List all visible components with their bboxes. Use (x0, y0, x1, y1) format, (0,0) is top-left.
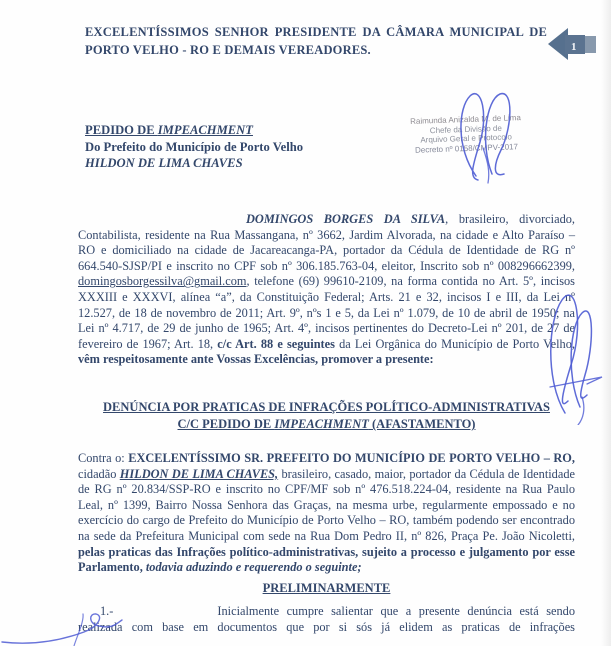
petition-title-impeachment: IMPEACHMENT (157, 123, 253, 137)
stamp-signature-scribble (438, 88, 538, 184)
preliminary-heading (78, 580, 575, 597)
against-paragraph (78, 451, 575, 576)
petition-title-line-1 (85, 122, 405, 139)
intro-text-1: , brasileiro, divorciado, Contabilista, residente na Rua Massangana, nº 3662, Jardim Alvorada, na cidade e Alto Paraíso – RO e domiciliado na cidade de Jacareacanga-PA, portador da Cédula de Identidade de RG nº 664.540-SJSP/PI e inscrito no CPF sob nº 306.185.763-04, eleitor, Inscrito sob nº 008296662399, (78, 212, 575, 273)
mayor-name: HILDON DE LIMA CHAVES, (119, 466, 279, 481)
charge-heading (78, 399, 575, 433)
against-text-1: cidadão (78, 466, 120, 481)
against-office-bold: EXCELENTÍSSIMO SR. PREFEITO DO MUNICÍPIO DE PORTO VELHO – RO, (128, 451, 575, 465)
bottom-pen-scribble (0, 612, 230, 646)
item-number: 1.- (100, 604, 114, 618)
petition-title-block (85, 122, 405, 172)
stamp-office-line-1: Chefe da Divisão de (429, 123, 502, 135)
stamp-officer-name: Raimunda Anizalda M. de Lima (409, 113, 521, 126)
email-text: domingosborgessilva@gmail.com (78, 274, 247, 289)
charge-heading-line-2 (78, 416, 575, 433)
intro-paragraph (78, 212, 575, 368)
petition-title-prefix: PEDIDO DE (85, 123, 158, 137)
page-number-label: 1 (571, 41, 577, 53)
denunciante-name: DOMINGOS BORGES DA SILVA (246, 212, 446, 226)
intro-text-2: , telefone (69) 99610-2109, na forma contida no Art. 5º, incisos XXXIII e XXXVI, alínea “a”, da Constituição Federal; Arts. 21 e 32, incisos I e III, da Lei nº 12.527, de 18 de novembro de 2011; Art. 9º, nºs 1 e 5, da Lei nº 1.079, de 10 de abril de 1950; na Lei nº 4.717, de 29 de junho de 1965; Art. 4º, incisos pertinentes do Decreto-Lei nº 201, de 27 de fevereiro de 1967; Art. 18, (78, 274, 575, 351)
charge-heading-suffix: (AFASTAMENTO) (368, 417, 476, 431)
preliminary-text: Inicialmente cumpre salientar que a presente denúncia está sendo realizada com base em documentos que por si sós já elidem as praticas de infrações (78, 604, 575, 634)
intro-closing-bold: vêm respeitosamente ante Vossas Excelências, promover a presente: (78, 352, 434, 367)
petition-title-line-2: Do Prefeito do Município de Porto Velho (85, 139, 304, 154)
preliminary-heading-text: PRELIMINARMENTE (262, 581, 391, 595)
charge-heading-line-1: DENÚNCIA POR PRATICAS DE INFRAÇÕES POLÍTICO-ADMINISTRATIVAS (103, 400, 550, 414)
intro-text-3: da Lei Orgânica do Município de Porto Velho, (334, 336, 575, 351)
against-charges-bold: pelas praticas das Infrações político-administrativas, sujeito a processo e julgamento por esse Parlamento, (78, 544, 575, 575)
scan-edge-shadow (601, 0, 611, 646)
stamp-decree: Decreto nº 0158/CMPV-2017 (414, 141, 519, 155)
against-label: Contra o: (78, 451, 129, 465)
stamp-office-line-2: Arquivo Geral e Protocolo (420, 132, 513, 145)
addressee-header (85, 23, 547, 59)
addressee-line-1: EXCELENTÍSSIMOS SENHOR PRESIDENTE DA CÂMARA MUNICIPAL DE (85, 25, 547, 39)
charge-heading-prefix: C/C PEDIDO DE (177, 417, 275, 431)
page-marker-arrow-icon (547, 26, 597, 63)
against-closing-italic: todavia aduzindo e requerendo o seguinte; (145, 560, 362, 575)
against-text-2: brasileiro, casado, maior, portador da Cédula de Identidade de RG nº 20.834/SSP-RO e inscrito no CPF/MF sob nº 476.518.224-04, residente na Rua Paulo Leal, nº 1399, Bairro Nossa Senhora das Graças, na mesma urbe, regularmente empossado e no exercício do cargo de Prefeito do Município de Porto Velho – RO, também podendo ser encontrado na sede da Prefeitura Municipal com sede na Rua Dom Pedro II, nº 826, Praça Pe. João Nicoletti, (78, 466, 575, 543)
petition-title-line-3: HILDON DE LIMA CHAVES (85, 156, 243, 170)
charge-heading-impeachment: IMPEACHMENT (274, 417, 369, 431)
intro-law-ref-bold: c/c Art. 88 e seguintes (217, 336, 335, 351)
addressee-line-2: PORTO VELHO - RO E DEMAIS VEREADORES. (85, 43, 371, 57)
